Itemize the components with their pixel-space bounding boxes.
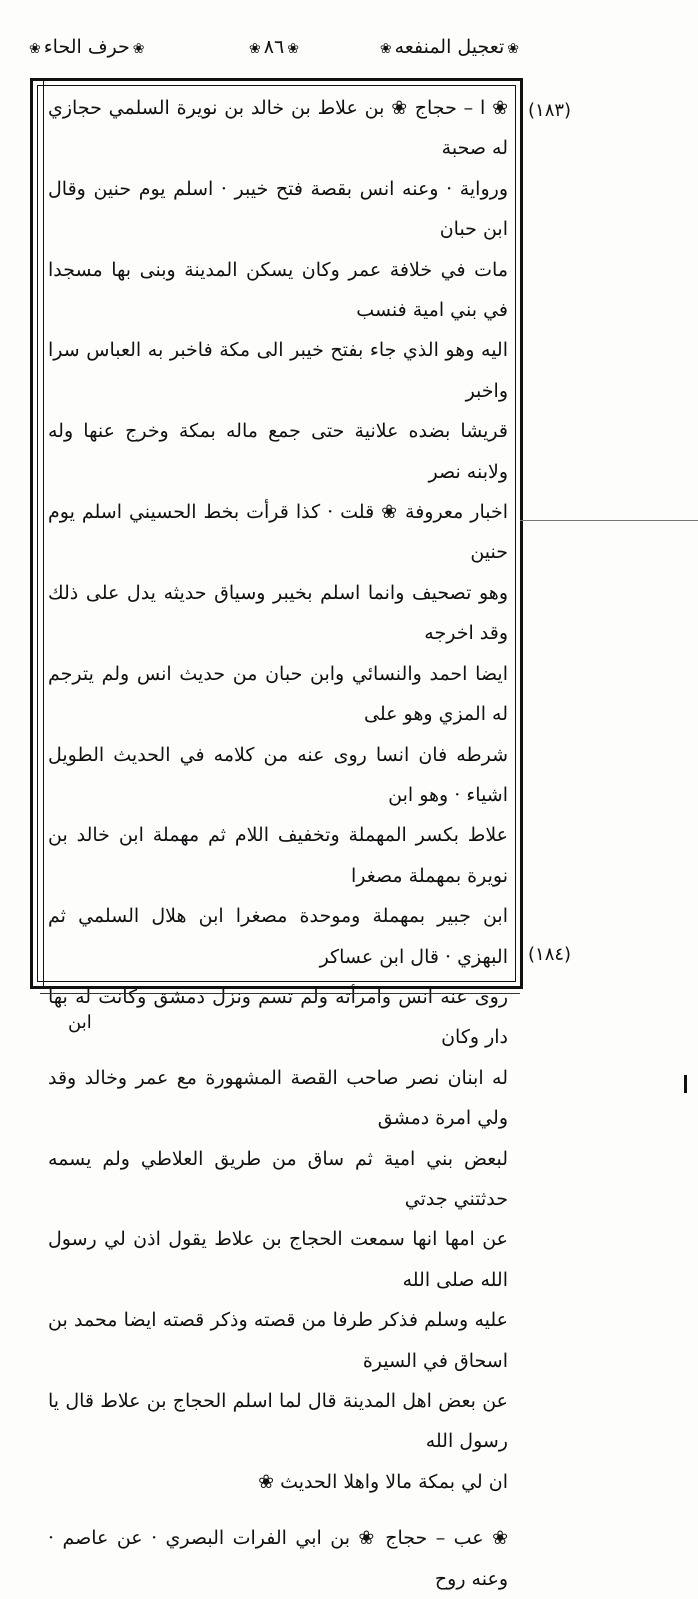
- text-line: شرطه فان انسا روى عنه من كلامه في الحديث الطويل اشياء · وهو ابن: [48, 743, 508, 806]
- ornament-icon: ❀: [132, 41, 145, 57]
- page-number: [246, 36, 302, 58]
- ornament-icon: ❀: [29, 41, 41, 57]
- entry-184: [48, 1518, 508, 1599]
- bottom-rule: [40, 993, 520, 994]
- entry-183: [48, 88, 508, 1502]
- entry-number: (١٨٣): [528, 100, 572, 121]
- header-chapter-title: [26, 36, 148, 58]
- text-line: اخبار معروفة ❀ قلت · كذا قرأت بخط الحسيني اسلم يوم حنين: [48, 501, 508, 564]
- text-line: ايضا احمد والنسائي وابن حبان من حديث انس ولم يترجم له المزي وهو على: [48, 662, 508, 726]
- header-book-title: [377, 36, 522, 58]
- ornament-icon: ❀: [379, 41, 392, 57]
- ornament-icon: ❀: [507, 41, 519, 57]
- ornament-icon: ❀: [249, 41, 261, 57]
- entry-number: (١٨٤): [528, 944, 572, 965]
- entry-separator: [48, 1502, 508, 1518]
- text-line: ابن جبير بمهملة وموحدة مصغرا ابن هلال السلمي ثم البهزي · قال ابن عساكر: [48, 905, 508, 968]
- text-line: له ابنان نصر صاحب القصة المشهورة مع عمر وخالد وقد ولي امرة دمشق: [48, 1066, 508, 1130]
- text-line: ورواية · وعنه انس بقصة فتح خيبر · اسلم يوم حنين وقال ابن حبان: [48, 177, 508, 241]
- text-line: ان لي بمكة مالا واهلا الحديث ❀: [258, 1470, 508, 1493]
- catchword: ابن: [68, 1012, 92, 1033]
- text-line: ❀ ا – حجاج ❀ بن علاط بن خالد بن نويرة السلمي حجازي له صحبة: [48, 97, 508, 160]
- body-text: [48, 88, 508, 1599]
- page-number-text: ٨٦: [263, 36, 285, 58]
- text-line: روى عنه انس وامرأته ولم تسم ونزل دمشق وكانت له بها دار وكان: [48, 985, 508, 1049]
- text-line: علاط بكسر المهملة وتخفيف اللام ثم مهملة ابن خالد بن نويرة بمهملة مصغرا: [48, 824, 508, 887]
- text-line: عن بعض اهل المدينة قال لما اسلم الحجاج بن علاط قال يا رسول الله: [48, 1390, 508, 1453]
- text-line: وهو تصحيف وانما اسلم بخيبر وسياق حديثه يدل على ذلك وقد اخرجه: [48, 581, 508, 645]
- header-chapter-title-text: حرف الحاء: [43, 36, 130, 58]
- text-line: لبعض بني امية ثم ساق من طريق العلاطي ولم يسمه حدثتني جدتي: [48, 1147, 508, 1210]
- text-line: عن امها انها سمعت الحجاج بن علاط يقول اذن لي رسول الله صلى الله: [48, 1228, 508, 1291]
- edge-mark: [684, 1075, 687, 1093]
- text-line: اليه وهو الذي جاء بفتح خيبر الى مكة فاخبر به العباس سرا واخبر: [48, 339, 508, 402]
- running-header: [20, 32, 528, 70]
- text-line: مات في خلافة عمر وكان يسكن المدينة وبنى بها مسجدا في بني امية فنسب: [48, 258, 508, 322]
- header-book-title-text: تعجيل المنفعه: [394, 36, 505, 58]
- text-line: عليه وسلم فذكر طرفا من قصته وذكر قصته ايضا محمد بن اسحاق في السيرة: [48, 1309, 508, 1372]
- margin-line: [520, 520, 698, 521]
- ornament-icon: ❀: [287, 41, 299, 57]
- text-line: قريشا بضده علانية حتى جمع ماله بمكة وخرج عنها وله ولابنه نصر: [48, 420, 508, 483]
- text-line: ❀ عب – حجاج ❀ بن ابي الفرات البصري · عن عاصم · وعنه روح: [48, 1527, 508, 1590]
